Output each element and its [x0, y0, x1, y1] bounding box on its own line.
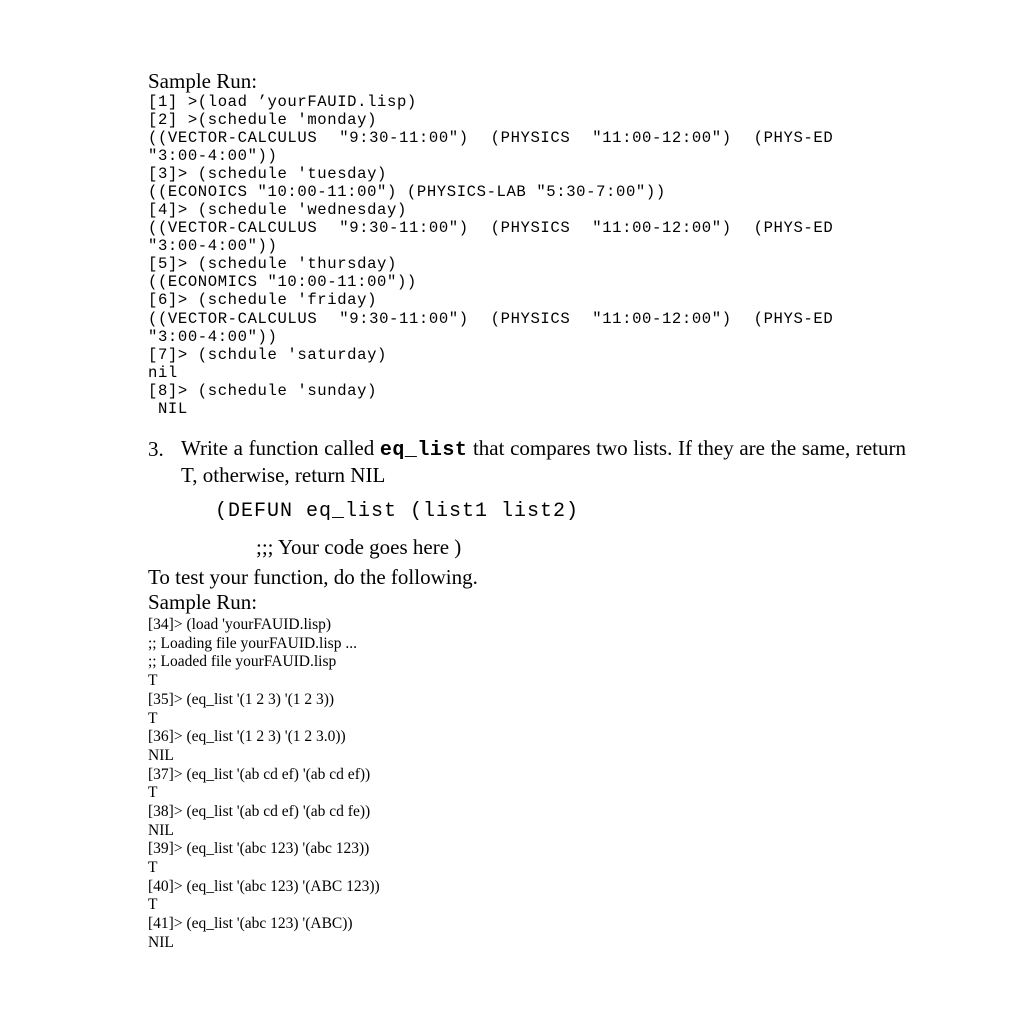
code-line-wrapped: ((VECTOR-CALCULUS "9:30-11:00") (PHYSICS "11:00-12:00") (PHYS-ED "3:00-4:00")) — [148, 219, 834, 255]
code-line: [2] >(schedule 'monday) — [148, 111, 378, 129]
output-line: T — [148, 859, 158, 876]
sample-run-heading: Sample Run: — [148, 69, 258, 93]
output-line: ;; Loaded file yourFAUID.lisp — [148, 653, 337, 670]
code-line: ((ECONOMICS "10:00-11:00")) — [148, 273, 417, 291]
output-line: T — [148, 672, 158, 689]
code-line: [5]> (schedule 'thursday) — [148, 255, 397, 273]
output-line: [35]> (eq_list '(1 2 3) '(1 2 3)) — [148, 691, 335, 708]
output-line: [36]> (eq_list '(1 2 3) '(1 2 3.0)) — [148, 728, 346, 745]
sample-run-heading: Sample Run: — [148, 590, 258, 614]
defun-line: (DEFUN eq_list (list1 list2) — [215, 500, 580, 523]
question-text-after: that compares two lists. If they are the same, return T, otherwise, return NIL — [181, 436, 906, 487]
output-line: T — [148, 896, 158, 913]
output-line: [38]> (eq_list '(ab cd ef) '(ab cd fe)) — [148, 803, 371, 820]
code-line: NIL — [148, 400, 188, 418]
code-line: [7]> (schdule 'saturday) — [148, 346, 387, 364]
output-line: T — [148, 784, 158, 801]
output-line: [37]> (eq_list '(ab cd ef) '(ab cd ef)) — [148, 766, 371, 783]
output-line: [34]> (load 'yourFAUID.lisp) — [148, 616, 332, 633]
code-line: ((ECONOICS "10:00-11:00") (PHYSICS-LAB "5:30-7:00")) — [148, 183, 666, 201]
code-line-wrapped: ((VECTOR-CALCULUS "9:30-11:00") (PHYSICS "11:00-12:00") (PHYS-ED "3:00-4:00")) — [148, 310, 834, 346]
output-line: [40]> (eq_list '(abc 123) '(ABC 123)) — [148, 878, 380, 895]
question-number: 3. — [148, 437, 164, 461]
question-text — [181, 436, 906, 488]
function-name: eq_list — [379, 439, 468, 462]
code-line: [6]> (schedule 'friday) — [148, 291, 378, 309]
output-line: NIL — [148, 822, 174, 839]
code-line: [4]> (schedule 'wednesday) — [148, 201, 407, 219]
test-intro: To test your function, do the following. — [148, 565, 478, 589]
output-line: [39]> (eq_list '(abc 123) '(abc 123)) — [148, 840, 370, 857]
output-line: NIL — [148, 747, 174, 764]
code-line: [8]> (schedule 'sunday) — [148, 382, 378, 400]
code-line-wrapped: ((VECTOR-CALCULUS "9:30-11:00") (PHYSICS "11:00-12:00") (PHYS-ED "3:00-4:00")) — [148, 129, 834, 165]
code-line: [3]> (schedule 'tuesday) — [148, 165, 387, 183]
question-text-before: Write a function called — [181, 436, 380, 460]
output-line: [41]> (eq_list '(abc 123) '(ABC)) — [148, 915, 353, 932]
output-line: T — [148, 710, 158, 727]
output-line: NIL — [148, 934, 174, 951]
code-line: [1] >(load ’yourFAUID.lisp) — [148, 93, 417, 111]
code-comment: ;;; Your code goes here ) — [256, 535, 462, 559]
code-line: nil — [148, 364, 178, 382]
output-line: ;; Loading file yourFAUID.lisp ... — [148, 635, 357, 652]
